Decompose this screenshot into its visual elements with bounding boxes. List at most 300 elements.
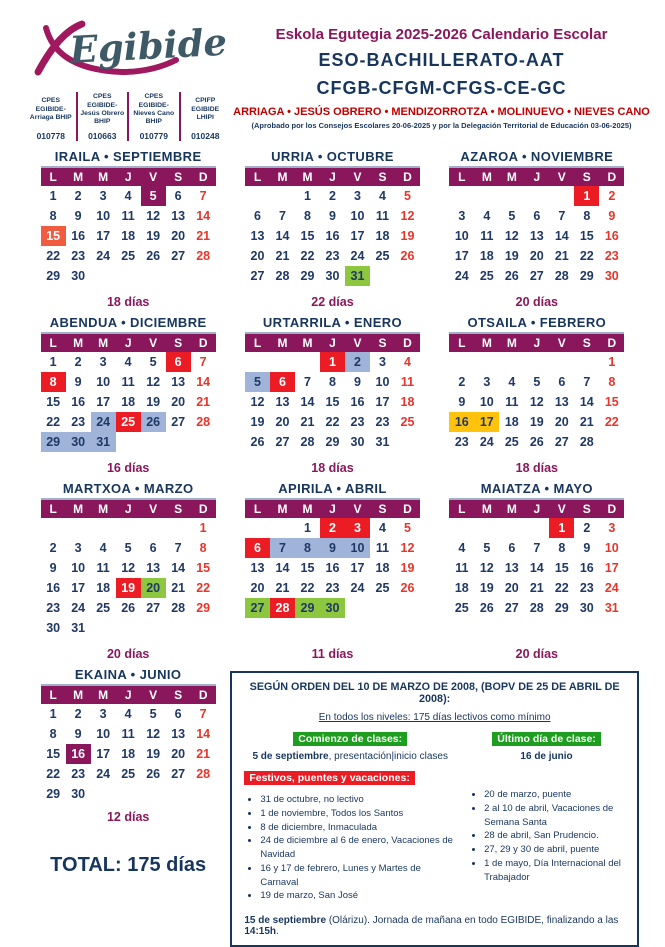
day-cell: 17: [96, 395, 111, 409]
day-cell: 3: [74, 541, 82, 555]
day-cell: 3: [345, 518, 370, 538]
day-cell: 1: [549, 518, 574, 538]
day-cell: 22: [579, 249, 594, 263]
weekday-header: M: [499, 499, 524, 518]
day-cell: 11: [121, 209, 135, 223]
day-cell: 3: [608, 521, 616, 535]
day-cell: 18: [375, 229, 390, 243]
day-cell: 8: [608, 375, 616, 389]
holidays-list-right: [484, 788, 625, 884]
day-cell: 15: [46, 747, 61, 761]
day-cell: 6: [254, 209, 261, 223]
school-code: 010248: [191, 131, 220, 141]
holiday-item: • 27, 29 y 30 de abril, puente: [484, 843, 625, 857]
day-cell: 3: [483, 375, 491, 389]
weekday-header: L: [245, 167, 270, 186]
day-cell: 19: [400, 561, 415, 575]
weekday-header: J: [524, 333, 549, 352]
day-cell: 11: [121, 375, 135, 389]
weekday-header: M: [295, 167, 320, 186]
day-cell: 12: [250, 395, 265, 409]
day-cell: 13: [171, 375, 186, 389]
day-cell: 19: [250, 415, 265, 429]
day-cell: [395, 266, 420, 286]
weekday-header: S: [574, 333, 599, 352]
day-cell: 20: [504, 581, 519, 595]
day-cell: [141, 784, 166, 804]
day-cell: 5: [508, 209, 516, 223]
day-cell: 2: [49, 541, 57, 555]
campus-list: ARRIAGA • JESÚS OBRERO • MENDIZORROTZA • MOLINUEVO • NIEVES CANO: [233, 106, 650, 118]
day-cell: 20: [171, 229, 186, 243]
day-cell: 7: [174, 541, 182, 555]
day-cell: [191, 618, 216, 638]
day-cell: 27: [529, 269, 544, 283]
day-cell: 1: [608, 355, 616, 369]
weekday-header: M: [66, 167, 91, 186]
month-title: URTARRILA • ENERO: [262, 315, 403, 330]
weekday-header: V: [345, 499, 370, 518]
day-cell: 27: [171, 767, 186, 781]
day-cell: 20: [529, 249, 544, 263]
weekday-header: M: [91, 333, 116, 352]
day-cell: 27: [171, 415, 186, 429]
day-cell: [270, 518, 295, 538]
holiday-item: • 2 al 10 de abril, Vacaciones de Semana Santa: [484, 802, 625, 830]
day-cell: 15: [41, 226, 66, 246]
day-cell: 13: [554, 395, 569, 409]
weekday-header: D: [191, 499, 216, 518]
day-cell: 12: [146, 727, 161, 741]
day-cell: 20: [250, 249, 265, 263]
day-cell: 11: [96, 561, 110, 575]
day-cell: 26: [504, 269, 519, 283]
day-cell: 13: [504, 561, 519, 575]
day-cell: 30: [604, 269, 619, 283]
day-cell: 5: [533, 375, 541, 389]
school-name: CPES EGIBIDE-Arriaga BHIP: [29, 97, 72, 122]
weekday-header: M: [91, 167, 116, 186]
weekday-header: V: [141, 333, 166, 352]
month-calendar: [449, 166, 624, 286]
day-cell: 30: [320, 598, 345, 618]
calendar-grid: [0, 141, 665, 947]
month-days-label: 22 días: [311, 295, 354, 309]
start-of-classes-value: [244, 751, 456, 762]
day-cell: [245, 518, 270, 538]
brand-block: [26, 16, 230, 141]
subtitle-cfg: CFGB-CFGM-CFGS-CE-GC: [316, 78, 567, 98]
day-cell: [499, 518, 524, 538]
day-cell: 8: [199, 541, 207, 555]
egibide-logo: [26, 16, 230, 88]
day-cell: 14: [529, 561, 544, 575]
day-cell: 1: [320, 352, 345, 372]
day-cell: 9: [329, 209, 336, 223]
day-cell: 17: [71, 581, 86, 595]
day-cell: 29: [579, 269, 594, 283]
weekday-header: V: [345, 333, 370, 352]
month-title: OTSAILA • FEBRERO: [467, 315, 607, 330]
start-date: 5 de septiembre: [252, 751, 329, 762]
weekday-header: D: [191, 333, 216, 352]
day-cell: [91, 266, 116, 286]
day-cell: 18: [121, 747, 136, 761]
day-cell: 8: [41, 372, 66, 392]
school-codes: [26, 92, 230, 141]
day-cell: 31: [345, 266, 370, 286]
day-cell: 2: [583, 521, 591, 535]
day-cell: 7: [304, 375, 311, 389]
rules-heading: SEGÚN ORDEN DEL 10 DE MARZO DE 2008, (BOPV DE 25 DE ABRIL DE 2008):: [249, 681, 620, 705]
rules-panel: [230, 671, 639, 947]
day-cell: 4: [404, 355, 411, 369]
day-cell: 30: [350, 435, 365, 449]
day-cell: 4: [379, 521, 386, 535]
day-cell: 1: [199, 521, 207, 535]
day-cell: 11: [455, 561, 469, 575]
day-cell: 31: [375, 435, 390, 449]
day-cell: 26: [250, 435, 265, 449]
day-cell: 7: [533, 541, 541, 555]
day-cell: 18: [400, 395, 415, 409]
day-cell: 28: [275, 269, 290, 283]
weekday-header: J: [116, 167, 141, 186]
olarizu-note: [244, 915, 625, 937]
day-cell: [345, 598, 370, 618]
weekday-header: M: [270, 333, 295, 352]
start-of-classes-label: Comienzo de clases:: [293, 732, 407, 746]
weekday-header: M: [295, 499, 320, 518]
school-code-block: [26, 92, 76, 141]
weekday-header: S: [370, 333, 395, 352]
weekday-header: D: [599, 333, 624, 352]
day-cell: 5: [245, 372, 270, 392]
day-cell: [524, 352, 549, 372]
day-cell: 25: [400, 415, 415, 429]
weekday-header: M: [295, 333, 320, 352]
weekday-header: M: [91, 685, 116, 704]
day-cell: 26: [529, 435, 544, 449]
day-cell: 12: [504, 229, 519, 243]
day-cell: [499, 186, 524, 206]
day-cell: 7: [199, 707, 207, 721]
weekday-header: M: [66, 499, 91, 518]
day-cell: 3: [99, 355, 107, 369]
day-cell: 6: [174, 707, 182, 721]
day-cell: 12: [146, 209, 161, 223]
day-cell: 2: [74, 355, 82, 369]
day-cell: 25: [116, 412, 141, 432]
day-cell: 3: [458, 209, 466, 223]
day-cell: 19: [504, 249, 519, 263]
month-days-label: 18 días: [311, 461, 354, 475]
day-cell: 14: [300, 395, 315, 409]
day-cell: 30: [325, 269, 340, 283]
day-cell: 14: [275, 229, 290, 243]
day-cell: 22: [46, 767, 61, 781]
day-cell: 2: [74, 707, 82, 721]
day-cell: 9: [608, 209, 616, 223]
weekday-header: L: [449, 499, 474, 518]
month-calendar: [245, 498, 420, 618]
day-cell: 16: [579, 561, 594, 575]
day-cell: 6: [245, 538, 270, 558]
day-cell: [116, 266, 141, 286]
day-cell: 11: [121, 727, 135, 741]
day-cell: 26: [400, 581, 415, 595]
day-cell: 18: [96, 581, 111, 595]
note-date: 15 de septiembre: [244, 915, 327, 927]
day-cell: 3: [379, 355, 386, 369]
approval-note: (Aprobado por los Consejos Escolares 20-06-2025 y por la Delegación Territorial de Educación 03-06-2025): [251, 121, 632, 130]
day-cell: 6: [508, 541, 516, 555]
day-cell: 7: [279, 209, 286, 223]
holiday-item: • 20 de marzo, puente: [484, 788, 625, 802]
month-days-label: 18 días: [106, 295, 150, 309]
day-cell: 24: [350, 249, 365, 263]
weekday-header: L: [41, 167, 66, 186]
day-cell: 17: [375, 395, 390, 409]
day-cell: 3: [354, 189, 361, 203]
month-title: MARTXOA • MARZO: [62, 481, 194, 496]
day-cell: 30: [71, 269, 86, 283]
day-cell: 25: [479, 269, 494, 283]
day-cell: 6: [174, 189, 182, 203]
day-cell: 14: [196, 209, 211, 223]
day-cell: 4: [508, 375, 516, 389]
day-cell: 29: [41, 432, 66, 452]
day-cell: 21: [275, 249, 290, 263]
day-cell: [395, 598, 420, 618]
day-cell: 13: [250, 561, 265, 575]
day-cell: [270, 186, 295, 206]
day-cell: 9: [74, 375, 82, 389]
weekday-header: S: [166, 685, 191, 704]
day-cell: [574, 352, 599, 372]
weekday-header: M: [91, 499, 116, 518]
day-cell: 16: [449, 412, 474, 432]
day-cell: 28: [579, 435, 594, 449]
day-cell: 11: [505, 395, 519, 409]
day-cell: 2: [74, 189, 82, 203]
day-cell: [549, 186, 574, 206]
day-cell: 28: [196, 249, 211, 263]
day-cell: 23: [325, 581, 340, 595]
day-cell: 5: [404, 189, 411, 203]
day-cell: [166, 784, 191, 804]
day-cell: 14: [579, 395, 594, 409]
weekday-header: M: [474, 333, 499, 352]
day-cell: 25: [96, 601, 111, 615]
weekday-header: S: [370, 167, 395, 186]
day-cell: 26: [400, 249, 415, 263]
weekday-header: D: [395, 333, 420, 352]
day-cell: 3: [99, 707, 107, 721]
day-cell: [191, 784, 216, 804]
day-cell: 1: [49, 707, 57, 721]
day-cell: 13: [171, 727, 186, 741]
month-days-label: 16 días: [106, 461, 150, 475]
weekday-header: V: [549, 499, 574, 518]
day-cell: 2: [608, 189, 616, 203]
day-cell: 23: [71, 415, 86, 429]
day-cell: 12: [479, 561, 494, 575]
day-cell: 10: [345, 538, 370, 558]
day-cell: 8: [558, 541, 566, 555]
rules-right-column: [468, 732, 625, 903]
day-cell: 20: [250, 581, 265, 595]
day-cell: 30: [46, 621, 61, 635]
holidays-label: Festivos, puentes y vacaciones:: [244, 771, 414, 785]
egibide-logo-icon: [26, 16, 229, 88]
day-cell: 11: [480, 229, 494, 243]
day-cell: 1: [49, 189, 57, 203]
day-cell: 17: [474, 412, 499, 432]
weekday-header: S: [166, 333, 191, 352]
day-cell: 21: [300, 415, 315, 429]
day-cell: 15: [579, 229, 594, 243]
day-cell: 12: [529, 395, 544, 409]
day-cell: 10: [96, 375, 111, 389]
day-cell: 26: [146, 249, 161, 263]
day-cell: 16: [325, 229, 340, 243]
day-cell: 1: [304, 521, 311, 535]
month-title: MAIATZA • MAYO: [480, 481, 593, 496]
day-cell: 9: [320, 538, 345, 558]
day-cell: 23: [46, 601, 61, 615]
day-cell: 6: [149, 541, 157, 555]
weekday-header: V: [141, 685, 166, 704]
weekday-header: S: [166, 499, 191, 518]
day-cell: [474, 186, 499, 206]
day-cell: 10: [350, 209, 365, 223]
day-cell: 14: [196, 727, 211, 741]
day-cell: 17: [96, 747, 111, 761]
day-cell: 14: [554, 229, 569, 243]
day-cell: 13: [250, 229, 265, 243]
weekday-header: M: [66, 685, 91, 704]
holiday-item: • 31 de octubre, no lectivo: [260, 793, 456, 807]
day-cell: 30: [579, 601, 594, 615]
day-cell: 8: [295, 538, 320, 558]
day-cell: 9: [49, 561, 57, 575]
month-february: [435, 315, 639, 475]
school-code-block: [127, 92, 179, 141]
weekday-header: M: [270, 167, 295, 186]
day-cell: 28: [196, 415, 211, 429]
day-cell: 8: [304, 209, 311, 223]
day-cell: 9: [354, 375, 361, 389]
day-cell: 6: [270, 372, 295, 392]
weekday-header: S: [574, 167, 599, 186]
school-code-block: [76, 92, 128, 141]
day-cell: 26: [121, 601, 136, 615]
day-cell: 29: [554, 601, 569, 615]
school-code: 010663: [88, 131, 117, 141]
page-header: [0, 0, 665, 141]
day-cell: 22: [604, 415, 619, 429]
day-cell: 10: [96, 727, 111, 741]
title-block: [230, 16, 653, 141]
day-cell: 26: [146, 767, 161, 781]
day-cell: 27: [504, 601, 519, 615]
day-cell: 17: [96, 229, 111, 243]
weekday-header: M: [66, 333, 91, 352]
day-cell: 16: [71, 229, 86, 243]
day-cell: [116, 618, 141, 638]
day-cell: 30: [71, 787, 86, 801]
month-january: [230, 315, 434, 475]
weekday-header: V: [141, 499, 166, 518]
day-cell: 29: [196, 601, 211, 615]
day-cell: 25: [121, 767, 136, 781]
weekday-header: S: [574, 499, 599, 518]
day-cell: 22: [325, 415, 340, 429]
day-cell: 13: [146, 561, 161, 575]
day-cell: 16: [71, 395, 86, 409]
day-cell: 27: [146, 601, 161, 615]
weekday-header: D: [191, 685, 216, 704]
day-cell: 30: [66, 432, 91, 452]
day-cell: 21: [196, 229, 211, 243]
day-cell: 9: [583, 541, 591, 555]
day-cell: 2: [320, 518, 345, 538]
day-cell: 2: [345, 352, 370, 372]
day-cell: 21: [275, 581, 290, 595]
day-cell: 15: [300, 229, 315, 243]
month-september: [26, 149, 230, 309]
day-cell: 29: [325, 435, 340, 449]
day-cell: 21: [171, 581, 186, 595]
month-calendar: [41, 684, 216, 804]
day-cell: 17: [350, 229, 365, 243]
school-code-block: [179, 92, 231, 141]
month-calendar: [245, 332, 420, 452]
weekday-header: M: [474, 499, 499, 518]
month-november: [435, 149, 639, 309]
day-cell: 8: [583, 209, 591, 223]
month-days-label: 20 días: [515, 647, 559, 661]
day-cell: 21: [554, 249, 569, 263]
day-cell: 25: [375, 249, 390, 263]
day-cell: 10: [479, 395, 494, 409]
day-cell: 15: [46, 395, 61, 409]
month-calendar: [449, 332, 624, 452]
day-cell: 10: [71, 561, 86, 575]
day-cell: 23: [579, 581, 594, 595]
day-cell: 19: [529, 415, 544, 429]
school-name: CPES EGIBIDE-Jesús Obrero BHIP: [80, 93, 125, 126]
school-code: 010778: [36, 131, 65, 141]
holiday-item: • 8 de diciembre, Inmaculada: [260, 821, 456, 835]
day-cell: 28: [171, 601, 186, 615]
day-cell: 29: [46, 787, 61, 801]
rules-left-column: [244, 732, 456, 903]
day-cell: 12: [400, 541, 415, 555]
day-cell: [270, 352, 295, 372]
day-cell: 9: [458, 395, 466, 409]
day-cell: 24: [96, 249, 111, 263]
day-cell: 23: [71, 767, 86, 781]
day-cell: 24: [479, 435, 494, 449]
holiday-item: • 1 de mayo, Día Internacional del Trabajador: [484, 857, 625, 885]
weekday-header: J: [320, 333, 345, 352]
weekday-header: D: [191, 167, 216, 186]
last-day-value: 16 de junio: [520, 751, 573, 762]
weekday-header: V: [141, 167, 166, 186]
month-title: APIRILA • ABRIL: [278, 481, 387, 496]
